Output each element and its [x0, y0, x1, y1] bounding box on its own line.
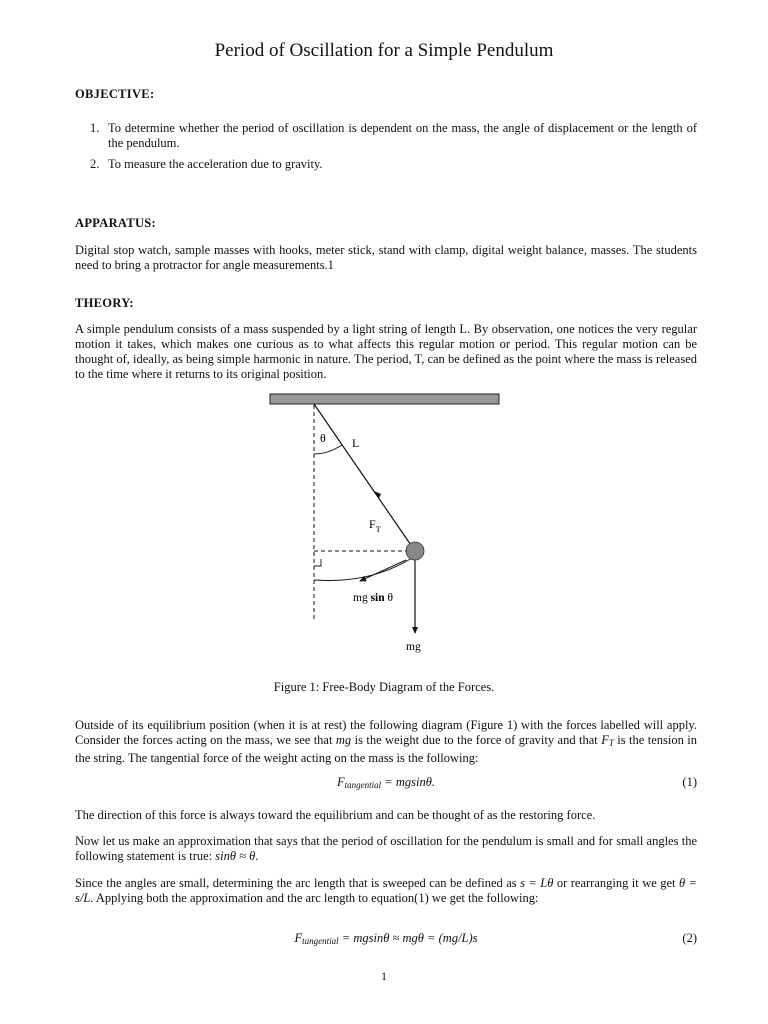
tension-label-main: F: [369, 517, 376, 531]
p1-text-c: is the tension in the string. The tangential force of the weight acting on the mass is the following:: [75, 733, 697, 765]
page-title: Period of Oscillation for a Simple Pendulum: [214, 40, 554, 61]
equation-2: [75, 931, 697, 947]
weight-label: mg: [406, 641, 421, 653]
eq2-f: F: [294, 931, 303, 945]
p4-text-a: Since the angles are small, determining the arc length that is sweeped can be defined as: [75, 876, 521, 890]
apparatus-text: Digital stop watch, sample masses with hooks, meter stick, stand with clamp, digital weight balance, masses. The students need to bring a protractor for angle measurements.1: [75, 243, 697, 272]
tension-label: [369, 517, 381, 534]
theory-heading: THEORY:: [75, 296, 134, 310]
list-item: [75, 157, 697, 172]
p1-text-a: Outside of its equilibrium position (when it is at rest) the following diagram (Figure 1) with the forces labelled will apply. Consider the forces acting on the mass, we see that: [75, 718, 697, 747]
equation-1: [75, 775, 697, 791]
eq1-rest: = mgsinθ.: [381, 775, 435, 789]
list-item-number: 2.: [90, 157, 100, 171]
arc-path: [314, 558, 412, 581]
p1-text-b: is the weight due to the force of gravity and that: [351, 733, 602, 747]
objective-list: [75, 121, 697, 172]
mgsin-label-theta: θ: [387, 592, 394, 604]
list-item-text: To measure the acceleration due to gravity.: [108, 157, 323, 171]
p1-math-mg: mg: [335, 733, 352, 747]
body-paragraph-4: [75, 876, 697, 906]
objective-heading: OBJECTIVE:: [75, 87, 155, 101]
p4-math-1: s = Lθ: [520, 876, 554, 890]
apparatus-heading: APPARATUS:: [75, 216, 157, 230]
body-paragraph-2: The direction of this force is always toward the equilibrium and can be thought of as the restoring force.: [75, 808, 596, 822]
p3-math: sinθ ≈ θ: [215, 849, 256, 863]
pendulum-string: [314, 404, 415, 551]
mgsin-label-sin: sin: [370, 592, 385, 604]
eq1-subscript: tangential: [344, 780, 382, 790]
p4-text-c: . Applying both the approximation and the arc length to equation(1) we get the following:: [90, 891, 539, 905]
eq2-rest: = mgsinθ ≈ mgθ = (mg/L)s: [338, 931, 478, 945]
body-paragraph-1: [75, 718, 697, 766]
p4-text-b: or rearranging it we get: [553, 876, 679, 890]
length-label: L: [352, 436, 360, 450]
page-number: 1: [381, 969, 387, 983]
p4-math-2: θ = s/L: [75, 876, 698, 905]
mgsin-force-arrow: [360, 560, 406, 581]
p3-text-b: .: [255, 849, 259, 863]
theta-angle-arc: [314, 445, 342, 454]
list-item-text: To determine whether the period of oscillation is dependent on the mass, the angle of displacement or the length of the pendulum.: [108, 121, 697, 150]
mgsin-label-mg: mg: [353, 592, 368, 604]
equation-2-number: (2): [682, 931, 697, 945]
right-angle-mark: [314, 559, 321, 566]
p1-math-f-sub: T: [608, 738, 614, 748]
theory-text: A simple pendulum consists of a mass suspended by a light string of length L. By observation, one notices the very regular motion it takes, which makes one curious as to what affects this regular motion or period. This regular motion can be thought of, ideally, as being simple harmonic in nature. The period, T, can be defined as the point where the mass is released to the time where it returns to its original position.: [75, 322, 697, 381]
equation-1-number: (1): [682, 775, 697, 789]
eq1-f: F: [337, 775, 345, 789]
eq2-subscript: tangential: [302, 936, 339, 946]
ceiling-support: [270, 394, 499, 404]
theta-label: θ: [320, 431, 326, 445]
figure-caption: Figure 1: Free-Body Diagram of the Forces.: [273, 680, 495, 694]
p3-text-a: Now let us make an approximation that says that the period of oscillation for the pendulum is small and for small angles the following statement is true:: [75, 834, 697, 863]
mgsin-label: [353, 592, 394, 604]
list-item-number: 1.: [90, 121, 100, 135]
list-item: [75, 121, 697, 151]
pendulum-bob: [406, 542, 424, 560]
body-paragraph-3: [75, 834, 697, 864]
free-body-diagram: [260, 388, 520, 656]
tension-label-subscript: T: [375, 525, 381, 534]
p1-math-f: F: [601, 733, 609, 747]
